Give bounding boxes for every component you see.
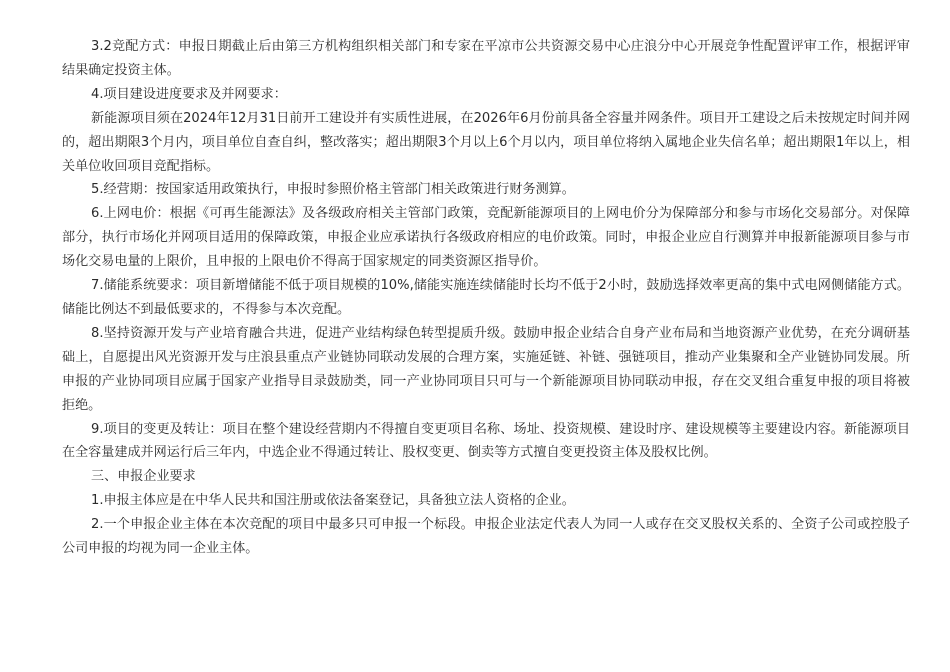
paragraph-change-transfer: 9.项目的变更及转让：项目在整个建设经营期内不得擅自变更项目名称、场址、投资规模、建设时序、建设规模等主要建设内容。新能源项目在全容量建成并网运行后三年内，中选企业不得通过转让、股权变更、倒卖等方式擅自变更投资主体及股权比例。	[62, 421, 910, 461]
paragraph-progress-requirements: 新能源项目须在2024年12月31日前开工建设并有实质性进展，在2026年6月份前具备全容量并网条件。项目开工建设之后未按规定时间并网的，超出期限3个月内，项目单位自查自纠，整改落实；超出期限3个月以上6个月以内，项目单位将纳入属地企业失信名单；超出期限1年以上，相关单位收回项目竞配指标。	[62, 110, 910, 174]
paragraph-industry-integration: 8.坚持资源开发与产业培育融合共进，促进产业结构绿色转型提质升级。鼓励申报企业结合自身产业布局和当地资源产业优势，在充分调研基础上，自愿提出风光资源开发与庄浪县重点产业链协同联动发展的合理方案，实施延链、补链、强链项目，推动产业集聚和全产业链协同发展。所申报的产业协同项目应属于国家产业指导目录鼓励类，同一产业协同项目只可与一个新能源项目协同联动申报，存在交叉组合重复申报的项目将被拒绝。	[62, 325, 910, 413]
paragraph-bidding-method: 3.2竞配方式：申报日期截止后由第三方机构组织相关部门和专家在平凉市公共资源交易中心庄浪分中心开展竞争性配置评审工作，根据评审结果确定投资主体。	[62, 39, 910, 78]
paragraph-progress-heading: 4.项目建设进度要求及并网要求：	[91, 86, 287, 102]
paragraph-applicant-eligibility: 1.申报主体应是在中华人民共和国注册或依法备案登记，具备独立法人资格的企业。	[91, 493, 575, 509]
paragraph-storage-requirements: 7.储能系统要求：项目新增储能不低于项目规模的10%,储能实施连续储能时长均不低于2小时，鼓励选择效率更高的集中式电网侧储能方式。储能比例达不到最低要求的，不得参与本次竞配。	[62, 278, 910, 317]
paragraph-applicant-limit: 2.一个申报企业主体在本次竞配的项目中最多只可申报一个标段。申报企业法定代表人为同一人或存在交叉股权关系的、全资子公司或控股子公司申报的均视为同一企业主体。	[62, 517, 910, 557]
section-heading-applicant-requirements: 三、申报企业要求	[91, 469, 196, 485]
paragraph-operation-period: 5.经营期：按国家适用政策执行，申报时参照价格主管部门相关政策进行财务测算。	[91, 182, 575, 198]
paragraph-grid-price: 6.上网电价：根据《可再生能源法》及各级政府相关主管部门政策，竞配新能源项目的上网电价分为保障部分和参与市场化交易部分。对保障部分，执行市场化并网项目适用的保障政策，申报企业应承诺执行各级政府相应的电价政策。同时，申报企业应自行测算并申报新能源项目参与市场化交易电量的上限价，且申报的上限电价不得高于国家规定的同类资源区指导价。	[62, 206, 910, 270]
